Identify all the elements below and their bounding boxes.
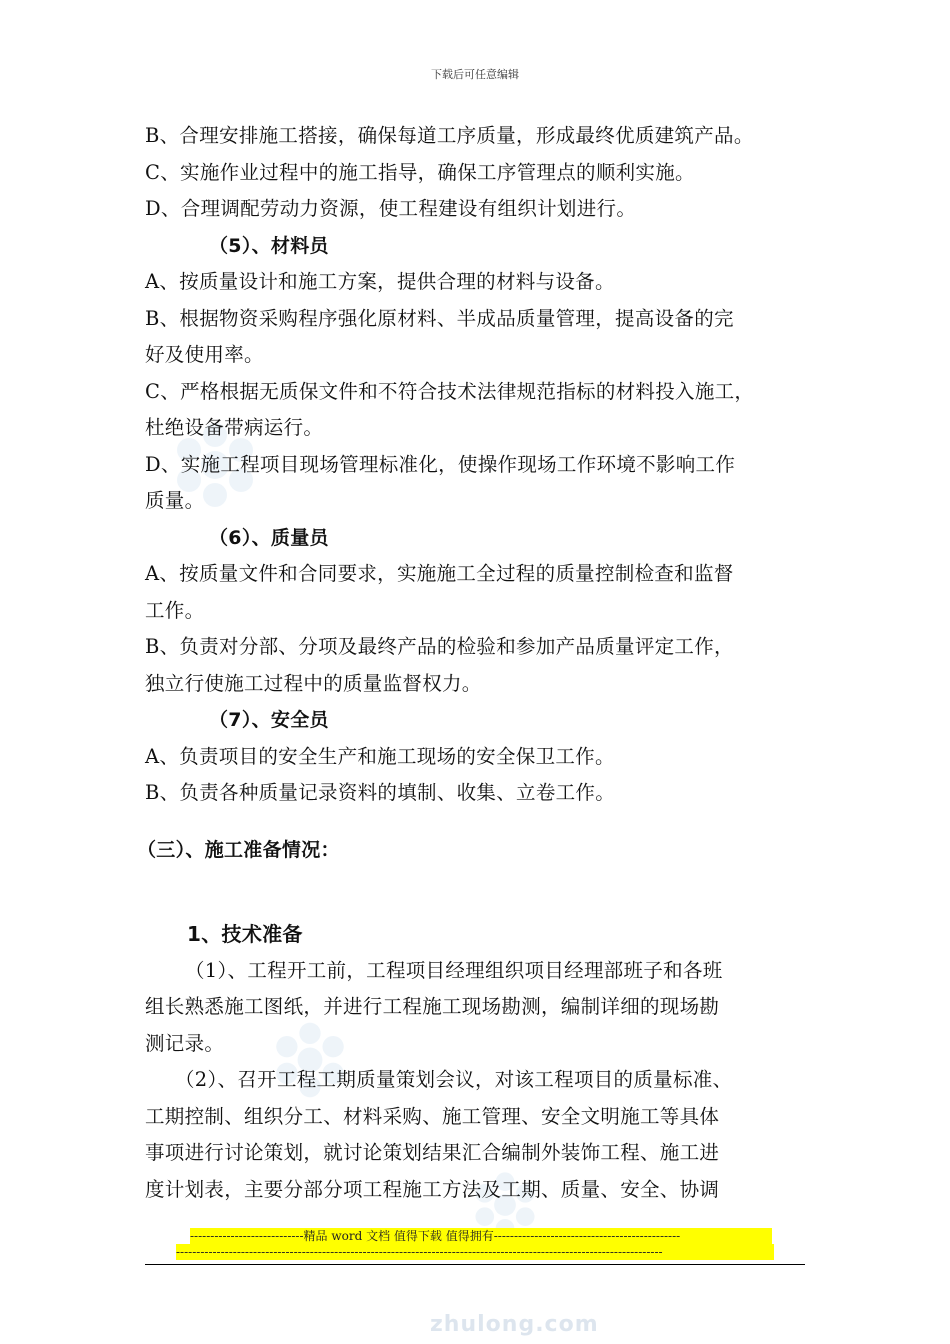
- text-line: B、合理安排施工搭接，确保每道工序质量，形成最终优质建筑产品。: [145, 124, 754, 147]
- text-line: C、严格根据无质保文件和不符合技术法律规范指标的材料投入施工，: [145, 379, 755, 403]
- text-line: 好及使用率。: [145, 343, 264, 366]
- role-heading-materials: （5）、材料员: [209, 234, 329, 257]
- subsection-heading-technical: 1、技术准备: [187, 922, 303, 946]
- role-heading-quality: （6）、质量员: [209, 526, 329, 549]
- text-line: A、按质量文件和合同要求，实施施工全过程的质量控制检查和监督: [145, 562, 734, 585]
- watermark-text: zhulong.com: [430, 1312, 599, 1337]
- text-line: B、负责各种质量记录资料的填制、收集、立卷工作。: [145, 781, 616, 804]
- footer-divider: [145, 1264, 805, 1265]
- text-line: 度计划表，主要分部分项工程施工方法及工期、质量、安全、协调: [145, 1177, 720, 1201]
- text-line: D、合理调配劳动力资源，使工程建设有组织计划进行。: [145, 197, 637, 220]
- footer-banner-line: ------------------------------------------------------------------------------------------------------------------------: [176, 1244, 774, 1260]
- text-line: C、实施作业过程中的施工指导，确保工序管理点的顺利实施。: [145, 160, 695, 184]
- role-heading-safety: （7）、安全员: [209, 709, 329, 731]
- footer-banner-line: ----------------------------精品 word 文档 值得下载 值得拥有----------------------------------------------: [190, 1228, 772, 1244]
- text-line: D、实施工程项目现场管理标准化，使操作现场工作环境不影响工作: [145, 452, 736, 476]
- document-body: [137, 118, 825, 1208]
- text-line: （1）、工程开工前，工程项目经理组织项目经理部班子和各班: [185, 958, 723, 982]
- text-line: A、按质量设计和施工方案，提供合理的材料与设备。: [145, 270, 615, 293]
- text-line: 组长熟悉施工图纸，并进行工程施工现场勘测，编制详细的现场勘: [145, 995, 720, 1018]
- text-line: 测记录。: [145, 1031, 225, 1055]
- text-line: 质量。: [145, 489, 205, 512]
- text-line: B、负责对分部、分项及最终产品的检验和参加产品质量评定工作，: [145, 635, 734, 658]
- text-line: 独立行使施工过程中的质量监督权力。: [145, 671, 482, 695]
- text-line: 杜绝设备带病运行。: [145, 416, 324, 439]
- text-line: 工期控制、组织分工、材料采购、施工管理、安全文明施工等具体: [145, 1104, 720, 1128]
- text-line: 工作。: [145, 598, 205, 622]
- text-line: B、根据物资采购程序强化原材料、半成品质量管理，提高设备的完: [145, 306, 734, 330]
- header-note: 下载后可任意编辑: [431, 68, 519, 81]
- text-line: 事项进行讨论策划，就讨论策划结果汇合编制外装饰工程、施工进: [145, 1141, 720, 1164]
- footer-banner: [145, 1228, 805, 1265]
- text-line: A、负责项目的安全生产和施工现场的安全保卫工作。: [145, 744, 615, 768]
- section-heading-preparation: （三）、施工准备情况：: [137, 838, 340, 861]
- text-line: （2）、召开工程工期质量策划会议，对该工程项目的质量标准、: [175, 1068, 733, 1091]
